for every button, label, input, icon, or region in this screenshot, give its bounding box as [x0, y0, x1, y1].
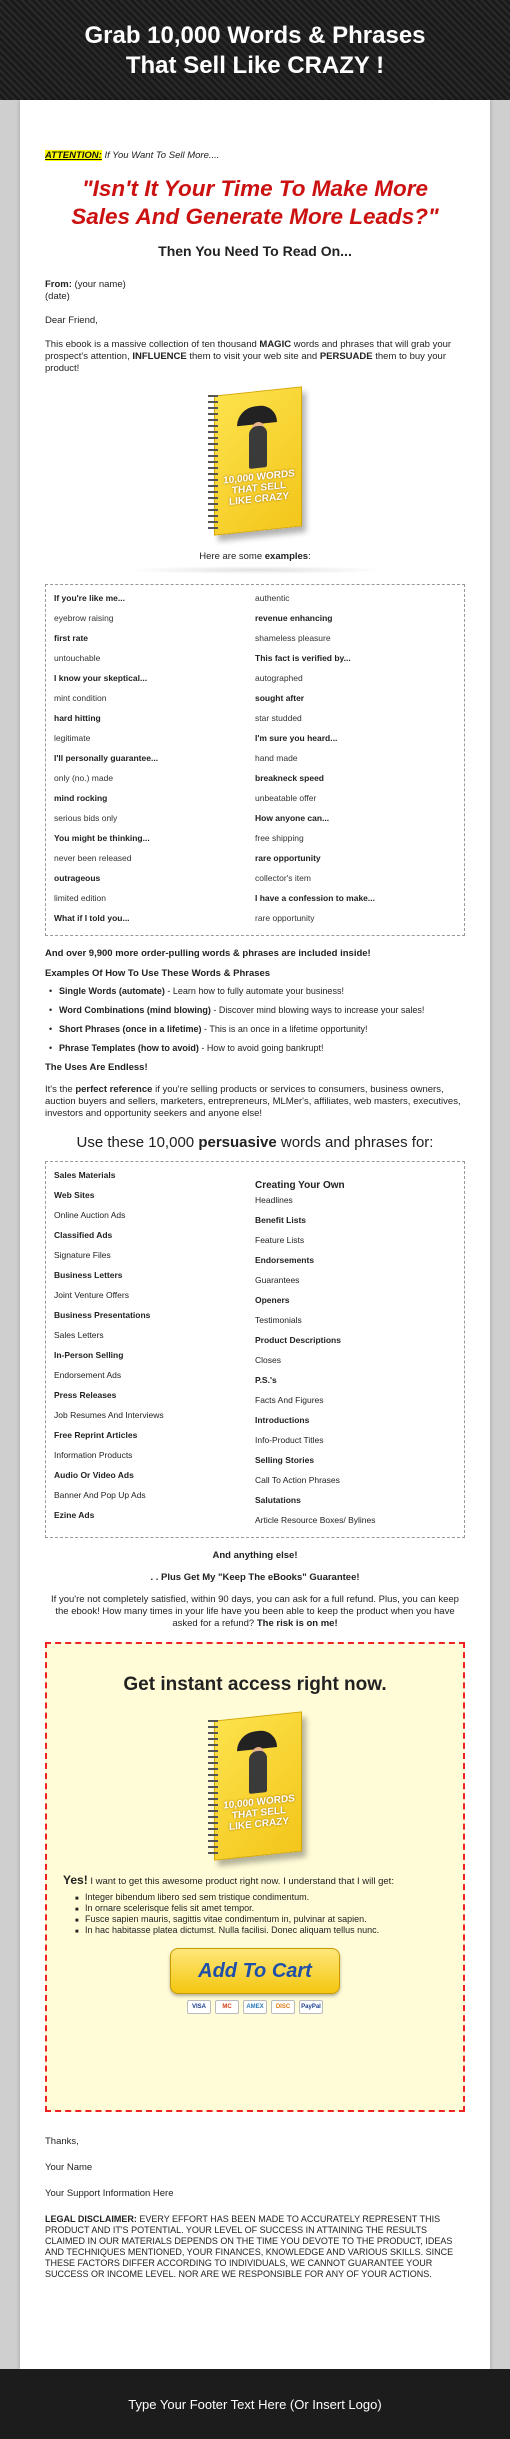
list-item: Call To Action Phrases — [255, 1475, 340, 1485]
list-item: Salutations — [255, 1495, 301, 1505]
yes-label: Yes! — [63, 1873, 88, 1887]
list-item: This fact is verified by... — [255, 653, 351, 663]
howto-list — [45, 986, 465, 1054]
from-label: From: — [45, 279, 72, 290]
order-benefit-item: ■ Fusce sapien mauris, sagittis vitae condimentum in, pulvinar at sapien. — [85, 1914, 447, 1925]
plus-guarantee: . . Plus Get My "Keep The eBooks" Guarantee! — [150, 1572, 360, 1583]
legal-disclaimer — [45, 2214, 465, 2280]
guarantee-text — [45, 1594, 465, 1630]
yes-text: I want to get this awesome product right now. I understand that I will get: — [87, 1876, 394, 1887]
intro-influence: INFLUENCE — [132, 351, 187, 362]
subheadline: Then You Need To Read On... — [158, 243, 352, 259]
spiral-binding — [208, 395, 218, 531]
headline-line-2: Sales And Generate More Leads?" — [71, 204, 439, 229]
list-item: What if I told you... — [54, 913, 130, 923]
intro-text-4: them to buy your product! — [45, 351, 447, 374]
list-item: Business Presentations — [54, 1310, 151, 1320]
list-item: Sales Letters — [54, 1330, 104, 1340]
guarantee-bold: The risk is on me! — [256, 1618, 338, 1629]
list-item: Closes — [255, 1355, 281, 1365]
payment-card-icon: PayPal — [299, 2000, 323, 2014]
uses-paragraph — [45, 1084, 465, 1120]
list-item: unbeatable offer — [255, 793, 317, 803]
attention-label: ATTENTION: — [45, 150, 102, 161]
list-item: P.S.'s — [255, 1375, 277, 1385]
howto-item-text: - How to avoid going bankrupt! — [198, 1043, 324, 1053]
from-name: (your name) — [71, 279, 126, 290]
order-ebook-title: 10,000 WORDS THAT SELL LIKE CRAZY — [223, 1793, 295, 1834]
attention-text: If You Want To Sell More.... — [101, 150, 220, 161]
list-item: In-Person Selling — [54, 1350, 124, 1360]
list-item: first rate — [54, 633, 89, 643]
signoff-support: Your Support Information Here — [45, 2188, 174, 2199]
order-benefit-item: ■ In ornare scelerisque felis sit amet tempor. — [85, 1903, 447, 1914]
list-item: Press Releases — [54, 1390, 117, 1400]
disclaimer-text: EVERY EFFORT HAS BEEN MADE TO ACCURATELY REPRESENT THIS PRODUCT AND IT'S POTENTIAL. YOUR LEVEL OF SUCCESS IN ATTAINING THE RESULTS CLAIMED IN OUR MATERIALS DEPENDS ON THE TIME YOU DEVOTE TO THE PRODUCT, IDEAS AND TECHNIQUES MENTIONED, YOUR FINANCES, KNOWLEDGE AND VARIOUS SKILLS. SINCE THESE FACTORS DIFFER ACCORDING TO INDIVIDUALS, WE CANNOT GUARANTEE YOUR SUCCESS OR INCOME LEVEL. NOR ARE WE RESPONSIBLE FOR ANY OF YOUR ACTIONS. — [45, 2214, 454, 2279]
examples-box — [45, 584, 465, 936]
list-item: Ezine Ads — [54, 1510, 95, 1520]
use-these-post: words and phrases for: — [276, 1134, 434, 1151]
howto-item — [59, 1024, 465, 1035]
list-item: serious bids only — [54, 813, 118, 823]
list-item: Product Descriptions — [255, 1335, 341, 1345]
uses-bold: perfect reference — [75, 1084, 153, 1095]
list-item: Online Auction Ads — [54, 1210, 126, 1220]
intro-magic: MAGIC — [259, 339, 292, 350]
list-item: limited edition — [54, 893, 106, 903]
howto-item-label: Phrase Templates (how to avoid) — [59, 1043, 199, 1053]
anything-else: And anything else! — [212, 1550, 298, 1561]
list-item: Openers — [255, 1295, 290, 1305]
divider-shadow — [125, 566, 385, 574]
spiral-binding — [208, 1720, 218, 1856]
order-benefit-item: ■ Integer bibendum libero sed sem tristique condimentum. — [85, 1892, 447, 1903]
list-item: Web Sites — [54, 1190, 95, 1200]
uses-title: The Uses Are Endless! — [45, 1062, 148, 1073]
list-item: revenue enhancing — [255, 613, 333, 623]
list-item: mind rocking — [54, 793, 108, 803]
order-box — [45, 1642, 465, 2112]
use-these-pre: Use these 10,000 — [76, 1134, 199, 1151]
howto-title: Examples Of How To Use These Words & Phrases — [45, 968, 271, 979]
examples-label-bold: examples — [264, 551, 309, 562]
list-item: Banner And Pop Up Ads — [54, 1490, 146, 1500]
howto-item-text: - This is an once in a lifetime opportunity! — [201, 1024, 368, 1034]
order-yes — [63, 1874, 447, 1888]
examples-label-post: : — [308, 551, 311, 562]
howto-item-text: - Discover mind blowing ways to increase your sales! — [210, 1005, 425, 1015]
howto-item — [59, 986, 465, 997]
payment-card-icon: VISA — [187, 2000, 211, 2014]
attention-line — [45, 150, 465, 161]
payment-cards — [63, 2000, 447, 2014]
list-item: Free Reprint Articles — [54, 1430, 138, 1440]
list-item: free shipping — [255, 833, 304, 843]
list-item: Introductions — [255, 1415, 310, 1425]
list-item: Job Resumes And Interviews — [54, 1410, 164, 1420]
list-item: Endorsements — [255, 1255, 315, 1265]
list-item: Audio Or Video Ads — [54, 1470, 134, 1480]
list-item: Signature Files — [54, 1250, 111, 1260]
uses-text-2: if you're selling products or services to consumers, business owners, auction buyers and sellers, marketers, entrepreneurs, MLMer's, affiliates, web masters, executives, investors and opportunity seekers and anyone else! — [45, 1084, 461, 1119]
disclaimer-label: LEGAL DISCLAIMER: — [45, 2214, 137, 2224]
howto-item — [59, 1043, 465, 1054]
list-item: Joint Venture Offers — [54, 1290, 129, 1300]
list-item: mint condition — [54, 693, 107, 703]
list-item: untouchable — [54, 653, 101, 663]
header-banner — [0, 0, 510, 100]
payment-card-icon: MC — [215, 2000, 239, 2014]
list-item: You might be thinking... — [54, 833, 150, 843]
howto-item-text: - Learn how to fully automate your business! — [164, 986, 344, 996]
intro-persuade: PERSUADE — [319, 351, 373, 362]
header-line-1: Grab 10,000 Words & Phrases — [84, 22, 426, 49]
list-item: authentic — [255, 593, 290, 603]
howto-item — [59, 1005, 465, 1016]
list-item: rare opportunity — [255, 853, 321, 863]
list-item: I know your skeptical... — [54, 673, 148, 683]
from-date: (date) — [45, 291, 70, 302]
list-item: Feature Lists — [255, 1235, 305, 1245]
payment-card-icon: AMEX — [243, 2000, 267, 2014]
uses-right-column — [255, 1166, 456, 1531]
list-item: Information Products — [54, 1450, 133, 1460]
list-item: sought after — [255, 693, 305, 703]
list-item: collector's item — [255, 873, 311, 883]
examples-label-pre: Here are some — [199, 551, 265, 562]
intro-text-3: them to visit your web site and — [186, 351, 320, 362]
use-these-heading — [45, 1134, 465, 1151]
uses-right-head: Creating Your Own — [255, 1180, 345, 1191]
signoff-block — [45, 2136, 465, 2200]
order-benefit-item: ■ In hac habitasse platea dictumst. Nulla facilisi. Donec aliquam tellus nunc. — [85, 1925, 447, 1936]
list-item: I'm sure you heard... — [255, 733, 338, 743]
list-item: shameless pleasure — [255, 633, 331, 643]
list-item: star studded — [255, 713, 302, 723]
intro-paragraph — [45, 339, 465, 375]
list-item: I have a confession to make... — [255, 893, 375, 903]
header-title — [84, 19, 425, 81]
howto-item-label: Single Words (automate) — [59, 986, 165, 996]
list-item: hard hitting — [54, 713, 101, 723]
main-headline — [45, 175, 465, 231]
ebook-title: 10,000 WORDS THAT SELL LIKE CRAZY — [223, 468, 295, 509]
use-these-bold: persuasive — [198, 1134, 277, 1151]
list-item: Headlines — [255, 1195, 293, 1205]
list-item: hand made — [255, 753, 298, 763]
footer — [0, 2369, 510, 2439]
uses-right-items — [255, 1191, 456, 1531]
list-item: eyebrow raising — [54, 613, 114, 623]
more-line: And over 9,900 more order-pulling words & phrases are included inside! — [45, 948, 371, 959]
salutation: Dear Friend, — [45, 315, 98, 326]
examples-label — [45, 551, 465, 562]
examples-right-column — [255, 589, 456, 929]
list-item: How anyone can... — [255, 813, 330, 823]
businessman-icon — [249, 425, 267, 469]
order-ebook-cover — [214, 1711, 302, 1860]
add-to-cart-button[interactable]: Add To Cart — [170, 1948, 340, 1994]
list-item: Endorsement Ads — [54, 1370, 122, 1380]
from-block — [45, 279, 465, 303]
list-item: Article Resource Boxes/ Bylines — [255, 1515, 376, 1525]
intro-text-1: This ebook is a massive collection of ten thousand — [45, 339, 260, 350]
ebook-cover-image — [200, 387, 310, 537]
list-item: Guarantees — [255, 1275, 300, 1285]
footer-text: Type Your Footer Text Here (Or Insert Logo) — [128, 2396, 382, 2412]
header-line-2: That Sell Like CRAZY ! — [125, 52, 385, 79]
signoff-thanks: Thanks, — [45, 2136, 79, 2147]
order-ebook-image — [200, 1712, 310, 1862]
list-item: I'll personally guarantee... — [54, 753, 159, 763]
list-item: Info-Product Titles — [255, 1435, 324, 1445]
uses-box — [45, 1161, 465, 1538]
list-item: Sales Materials — [54, 1170, 116, 1180]
list-item: outrageous — [54, 873, 101, 883]
list-item: never been released — [54, 853, 132, 863]
order-benefits — [63, 1892, 447, 1936]
list-item: If you're like me... — [54, 593, 125, 603]
howto-item-label: Short Phrases (once in a lifetime) — [59, 1024, 202, 1034]
list-item: only (no.) made — [54, 773, 114, 783]
businessman-icon — [249, 1750, 267, 1794]
list-item: Facts And Figures — [255, 1395, 324, 1405]
ebook-cover — [214, 386, 302, 535]
uses-text-1: It's the — [45, 1084, 76, 1095]
payment-card-icon: DISC — [271, 2000, 295, 2014]
list-item: Selling Stories — [255, 1455, 315, 1465]
list-item: Benefit Lists — [255, 1215, 307, 1225]
howto-item-label: Word Combinations (mind blowing) — [59, 1005, 211, 1015]
intro-text-2: words and phrases that will grab your prospect's attention, — [45, 339, 452, 362]
list-item: legitimate — [54, 733, 91, 743]
list-item: autographed — [255, 673, 303, 683]
signoff-name: Your Name — [45, 2162, 93, 2173]
headline-line-1: "Isn't It Your Time To Make More — [81, 176, 429, 201]
list-item: Classified Ads — [54, 1230, 113, 1240]
order-title: Get instant access right now. — [123, 1674, 387, 1695]
list-item: Business Letters — [54, 1270, 123, 1280]
list-item: rare opportunity — [255, 913, 315, 923]
guarantee-body: If you're not completely satisfied, within 90 days, you can ask for a full refund. Plus, you can keep the ebook! How many times in your life have you been able to keep the product when you have asked for a refund? — [51, 1594, 459, 1629]
list-item: Testimonials — [255, 1315, 302, 1325]
list-item: breakneck speed — [255, 773, 324, 783]
sales-page — [20, 100, 490, 2369]
examples-left-column — [54, 589, 255, 929]
uses-left-column — [54, 1166, 255, 1531]
